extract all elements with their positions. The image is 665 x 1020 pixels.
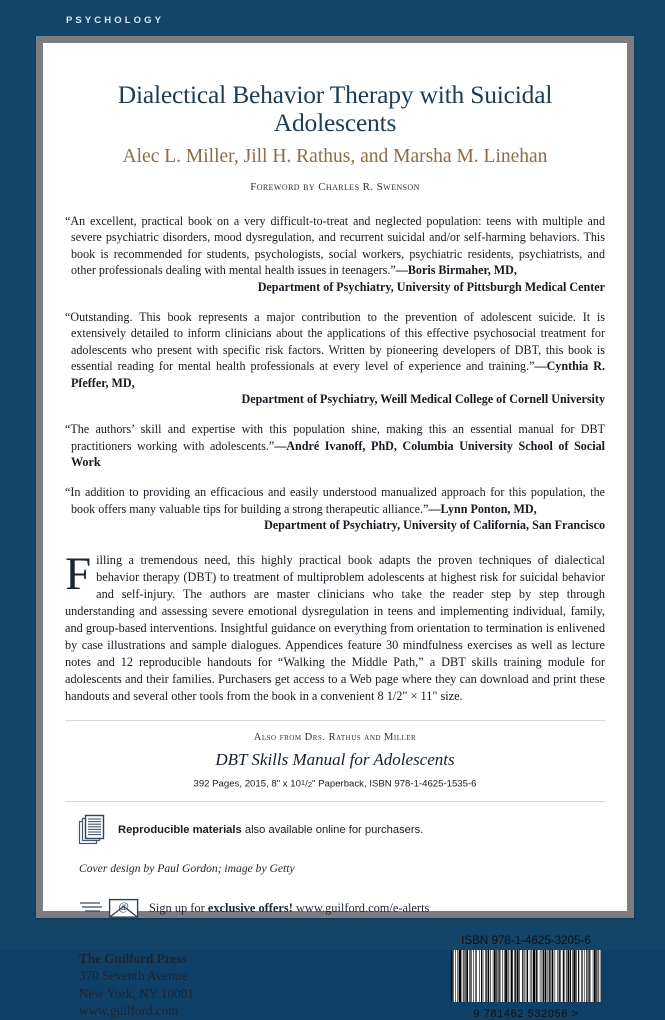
divider-rule-top [65, 720, 605, 721]
blurb-attribution: —Lynn Ponton, MD, [428, 501, 537, 516]
content-panel [43, 43, 627, 1020]
also-meta-fraction-numerator: 1 [300, 777, 306, 787]
e-alerts-bold-text: exclusive offers! [207, 900, 293, 915]
footer [65, 934, 605, 1020]
svg-text:@: @ [118, 901, 129, 914]
book-description [65, 547, 605, 705]
e-alerts-row[interactable] [65, 896, 605, 920]
publisher-website[interactable]: www.guilford.com [79, 1003, 179, 1019]
foreword-credit: Foreword by Charles R. Swenson [250, 180, 420, 193]
isbn-barcode [451, 950, 601, 1002]
cover-design-credit: Cover design by Paul Gordon; image by Getty [79, 862, 295, 876]
reproducible-materials-text [118, 824, 423, 836]
blurb-quote: “In addition to providing an efficacious and easily understood manualized approach for this population, the book offers many valuable tips for building a strong therapeutic alliance.” [65, 485, 605, 516]
blurb-item [65, 421, 605, 471]
blurb-item [65, 213, 605, 296]
blurb-quote: “An excellent, practical book on a very difficult-to-treat and neglected population: teens with multiple and severe psychiatric disorders, mood dysregulation, and recurrent suicidal and/or self-harming behaviors. This book is recommended for students, psychologists, social workers, psychiatric residents, psychiatrists, and other professionals dealing with mental health issues in teenagers.” [65, 213, 605, 278]
also-meta-prefix: 392 Pages, 2015, 8" x 10 [193, 778, 301, 790]
publisher-city: New York, NY 10001 [79, 985, 194, 1001]
also-meta-fraction-denominator: 2 [307, 779, 313, 789]
e-alerts-prefix: Sign up for [149, 900, 208, 915]
category-label: PSYCHOLOGY [66, 15, 165, 26]
blurb-attribution: —Boris Birmaher, MD, [395, 263, 517, 278]
also-from-title: DBT Skills Manual for Adolescents [215, 749, 455, 769]
reproducible-bold-text: Reproducible materials [118, 824, 242, 837]
blurb-attribution: —Cynthia R. Pfeffer, MD, [71, 359, 606, 390]
blurb-affiliation: Department of Psychiatry, University of California, San Francisco [264, 518, 605, 533]
blurb-attribution: —André Ivanoff, PhD, Columbia University School of Social Work [71, 438, 605, 470]
publisher-street: 370 Seventh Avenue [79, 968, 188, 984]
page-title: Dialectical Behavior Therapy with Suicidal Adolescents [117, 80, 553, 138]
envelope-at-icon [79, 896, 141, 920]
also-from-meta: 392 Pages, 2015, 8" x 101/2" Paperback, ISBN 978-1-4625-1535-6 [193, 777, 477, 790]
isbn-label: ISBN 978-1-4625-3205-6 [461, 934, 591, 948]
document-stack-icon [79, 815, 105, 845]
blurb-affiliation: Department of Psychiatry, University of Pittsburgh Medical Center [257, 279, 605, 294]
book-authors: Alec L. Miller, Jill H. Rathus, and Marsha M. Linehan [122, 146, 548, 168]
blurb-quote: “Outstanding. This book represents a major contribution to the prevention of adolescent suicide. It is extensively detailed to inform clinicians about the applications of this effective psychosocial treatment for adolescents who present with specific risk factors. Written by pioneering developers of DBT, this book is essential reading for mental health professionals at every level of experience and training.” [65, 309, 605, 374]
barcode-digits: 9 781462 532056 > [473, 1008, 579, 1020]
blurb-quote: “The authors’ skill and expertise with this population shine, making this an essential manual for DBT practitioners working with adolescents.” [65, 422, 605, 453]
drop-cap: F [65, 547, 92, 600]
e-alerts-text [149, 901, 429, 916]
description-body: illing a tremendous need, this highly practical book adapts the proven techniques of dialectical behavior therapy (DBT) to treatment of multiproblem adolescents at highest risk for suicidal behavior and self-injury. The authors are master clinicians who take the reader step by step through understanding and assessing severe emotional dysregulation in teens and implementing individual, family, and group-based interventions. Insightful guidance on everything from orientation to termination is enlivened by case illustrations and sample dialogues. Appendices feature 30 mindfulness exercises as well as lecture notes and 12 reproducible handouts for “Walking the Middle Path,” a DBT skills training module for adolescents and their families. Purchasers get access to a Web page where they can download and print these handouts and several other tools from the book in a convenient 8 1/2" × 11" size. [65, 552, 605, 703]
blurb-item [65, 484, 605, 534]
reproducible-rest-text: also available online for purchasers. [241, 824, 424, 837]
divider-rule-bottom [65, 801, 605, 802]
isbn-block [451, 934, 601, 1020]
also-from-block [65, 732, 605, 789]
reproducible-materials-row [65, 815, 605, 845]
publisher-block [79, 950, 194, 1020]
publisher-name: The Guilford Press [79, 950, 187, 966]
also-from-label: Also from Drs. Rathus and Miller [253, 731, 417, 743]
blurb-affiliation: Department of Psychiatry, Weill Medical College of Cornell University [241, 392, 605, 407]
e-alerts-url[interactable]: www.guilford.com/e-alerts [292, 900, 430, 915]
blurb-list [65, 213, 605, 534]
blurb-item [65, 309, 605, 408]
also-meta-suffix: " Paperback, ISBN 978-1-4625-1535-6 [312, 778, 477, 790]
content-panel-frame [36, 36, 634, 1020]
